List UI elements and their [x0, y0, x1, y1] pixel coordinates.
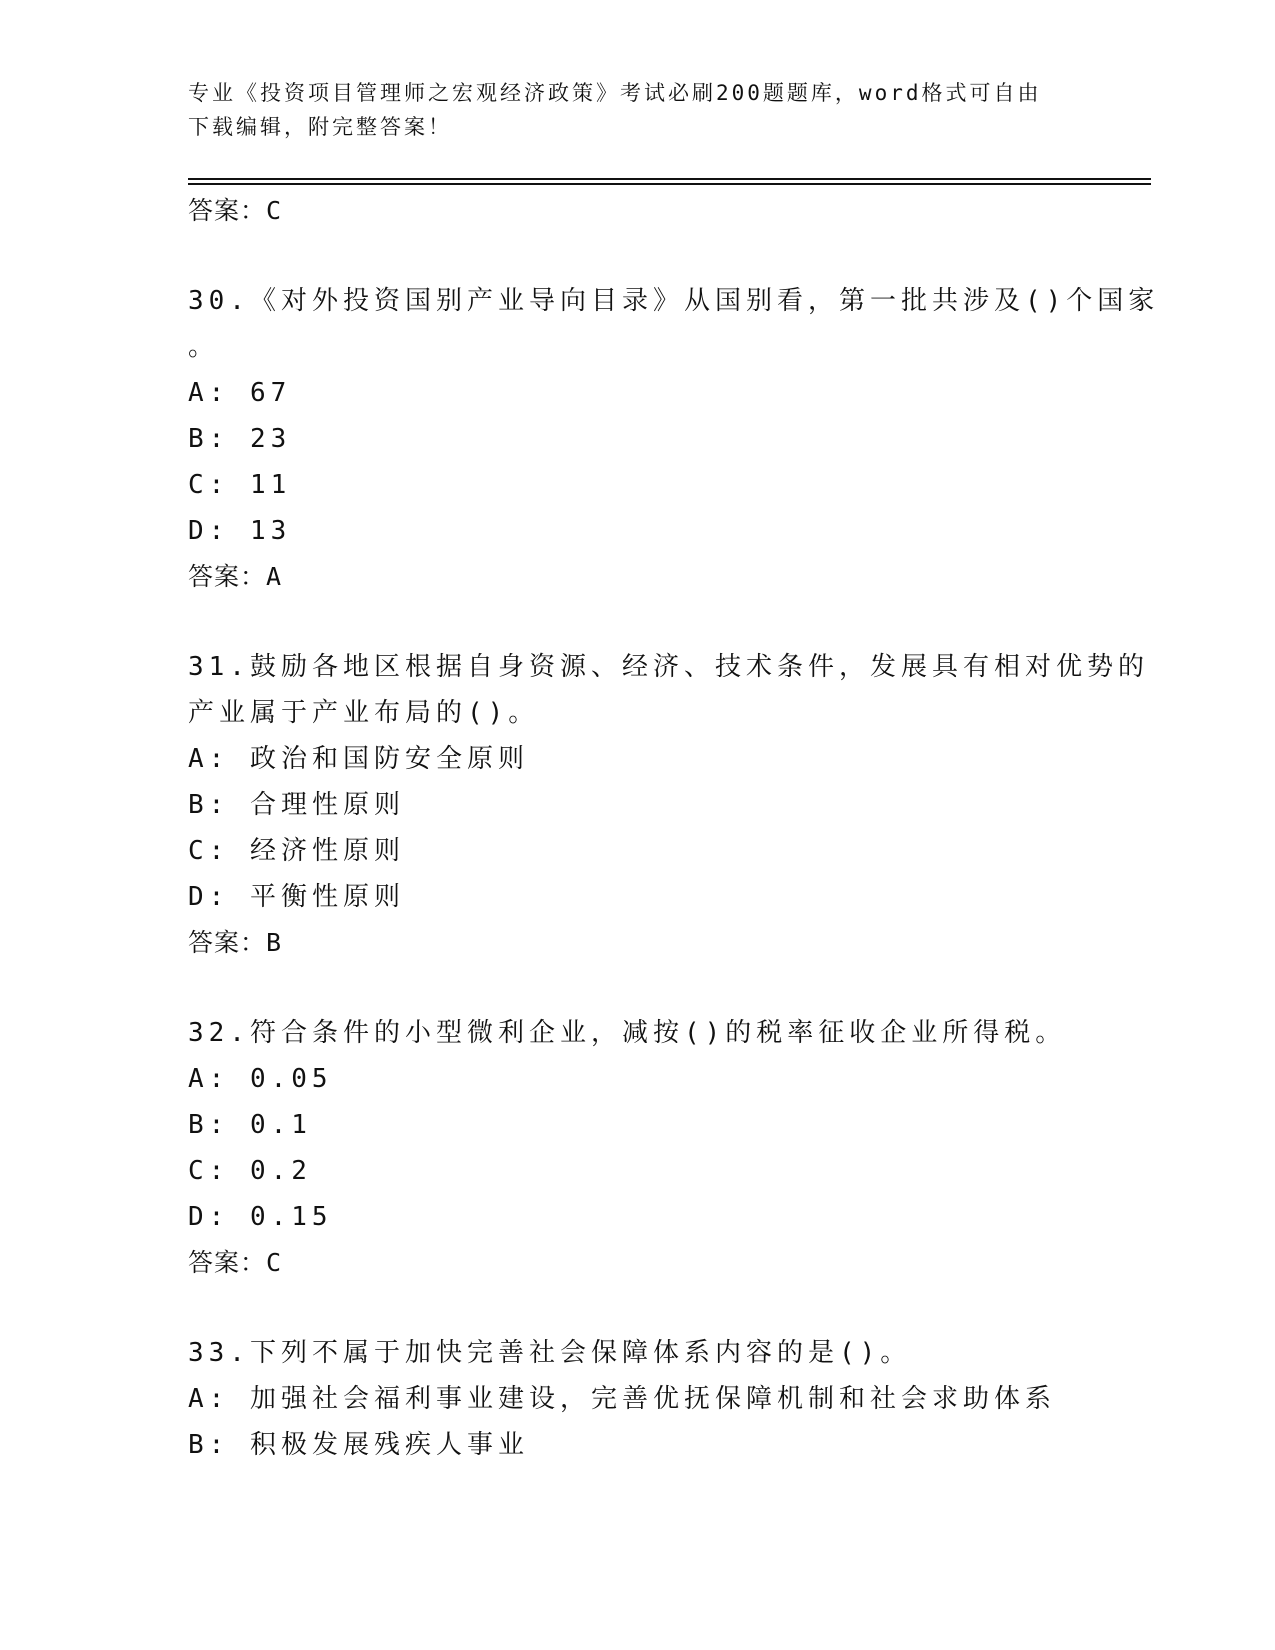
question-block	[188, 1330, 1088, 1468]
option-c: C: 11	[188, 470, 292, 500]
prev-answer: 答案：C	[188, 196, 283, 225]
option-d: D: 平衡性原则	[188, 882, 405, 912]
answer: 答案：C	[188, 1248, 283, 1277]
question-block	[188, 1010, 1088, 1286]
option-b: B: 0.1	[188, 1110, 312, 1140]
option-b: B: 23	[188, 424, 292, 454]
question-text: 产业属于产业布局的()。	[188, 698, 540, 728]
question-block	[188, 278, 1160, 600]
option-d: D: 13	[188, 516, 292, 546]
option-a: A: 0.05	[188, 1064, 333, 1094]
header-rule-top	[188, 178, 1151, 180]
option-c: C: 经济性原则	[188, 836, 405, 866]
option-b: B: 积极发展残疾人事业	[188, 1430, 529, 1460]
question-text: 32.符合条件的小型微利企业，减按()的税率征收企业所得税。	[188, 1018, 1067, 1048]
question-block	[188, 644, 1149, 966]
option-b: B: 合理性原则	[188, 790, 405, 820]
question-text: 31.鼓励各地区根据自身资源、经济、技术条件，发展具有相对优势的	[188, 652, 1149, 682]
header-line-1: 专业《投资项目管理师之宏观经济政策》考试必刷200题题库，word格式可自由	[188, 81, 1042, 105]
option-a: A: 67	[188, 378, 292, 408]
header-line-2: 下载编辑，附完整答案！	[188, 115, 452, 139]
option-a: A: 政治和国防安全原则	[188, 744, 529, 774]
question-text: 33.下列不属于加快完善社会保障体系内容的是()。	[188, 1338, 912, 1368]
question-text: 。	[188, 332, 220, 362]
option-d: D: 0.15	[188, 1202, 333, 1232]
answer: 答案：B	[188, 928, 283, 957]
option-c: C: 0.2	[188, 1156, 312, 1186]
question-text: 30.《对外投资国别产业导向目录》从国别看，第一批共涉及()个国家	[188, 286, 1160, 316]
answer: 答案：A	[188, 562, 283, 591]
option-a: A: 加强社会福利事业建设，完善优抚保障机制和社会求助体系	[188, 1384, 1056, 1414]
document-header	[188, 76, 1088, 144]
header-rule-bottom	[188, 183, 1151, 185]
document-body	[188, 188, 1160, 1468]
